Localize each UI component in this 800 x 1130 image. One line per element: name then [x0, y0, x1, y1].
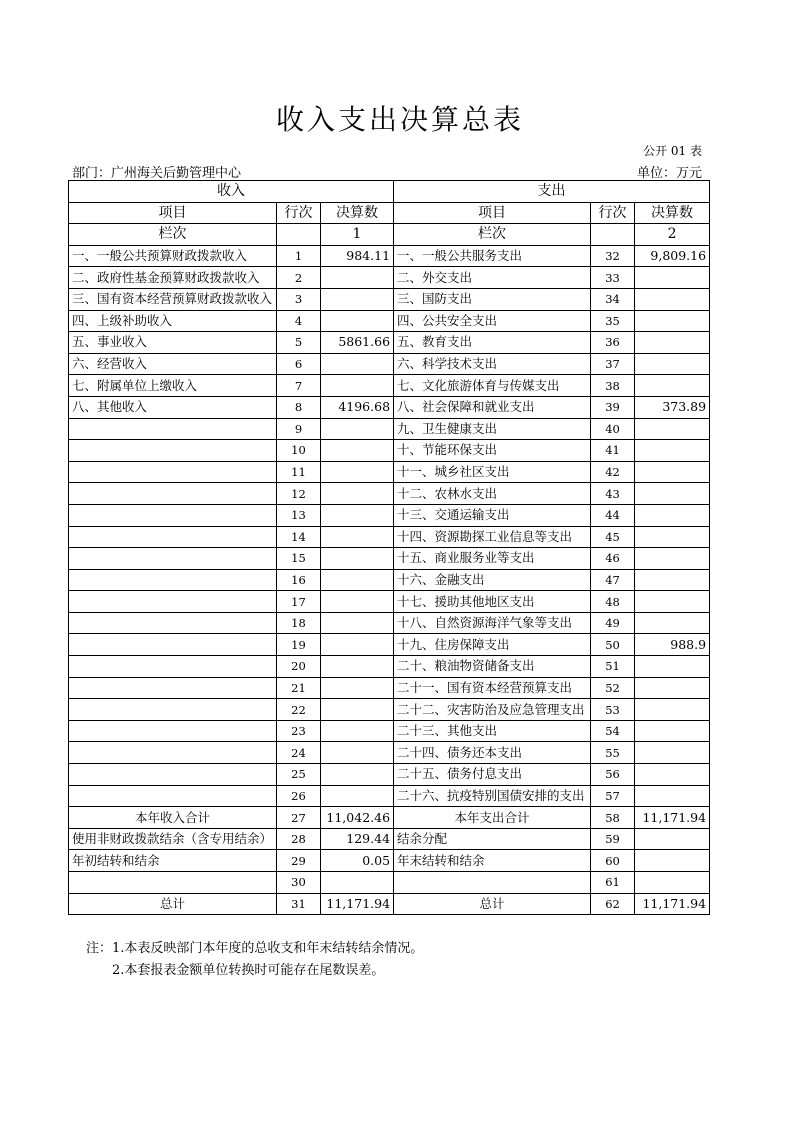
section-header-row [69, 181, 710, 203]
expense-amount-cell [635, 612, 710, 634]
expense-amount-cell [635, 850, 710, 872]
income-amount-cell: 5861.66 [321, 332, 394, 354]
income-row-number: 26 [277, 785, 321, 807]
expense-row-number: 37 [591, 353, 635, 375]
expense-item-cell: 九、卫生健康支出 [394, 418, 591, 440]
expense-row-number: 40 [591, 418, 635, 440]
income-row-number: 15 [277, 548, 321, 570]
expense-item-cell: 二十、粮油物资储备支出 [394, 656, 591, 678]
income-header: 收入 [69, 181, 394, 203]
table-row [69, 288, 710, 310]
expense-column-number: 2 [635, 224, 710, 246]
expense-item-cell: 二十六、抗疫特别国债安排的支出 [394, 785, 591, 807]
expense-item-cell: 二十五、债务付息支出 [394, 764, 591, 786]
expense-item-cell: 八、社会保障和就业支出 [394, 396, 591, 418]
expense-amount-cell [635, 375, 710, 397]
table-row [69, 742, 710, 764]
expense-row-number: 45 [591, 526, 635, 548]
expense-row-number: 53 [591, 699, 635, 721]
expense-amount-cell [635, 699, 710, 721]
expense-row-number: 47 [591, 569, 635, 591]
expense-amount-cell [635, 267, 710, 289]
expense-amount-cell [635, 310, 710, 332]
expense-item-cell: 十一、城乡社区支出 [394, 461, 591, 483]
income-item-cell: 二、政府性基金预算财政拨款收入 [69, 267, 277, 289]
income-amount-cell [321, 872, 394, 894]
expense-row-number: 57 [591, 785, 635, 807]
table-row [69, 483, 710, 505]
footnote-2: 2.本套报表金额单位转换时可能存在尾数误差。 [112, 963, 385, 978]
expense-row-number: 61 [591, 872, 635, 894]
expense-row-number: 48 [591, 591, 635, 613]
expense-row-number: 43 [591, 483, 635, 505]
expense-row-number: 36 [591, 332, 635, 354]
expense-item-cell: 七、文化旅游体育与传媒支出 [394, 375, 591, 397]
income-item-cell [69, 440, 277, 462]
income-amount-cell [321, 526, 394, 548]
table-row [69, 418, 710, 440]
table-row [69, 764, 710, 786]
expense-item-header: 项目 [394, 202, 591, 224]
expense-row-number: 51 [591, 656, 635, 678]
table-row [69, 245, 710, 267]
expense-row-number: 56 [591, 764, 635, 786]
income-item-cell [69, 418, 277, 440]
table-row [69, 807, 710, 829]
expense-row-number: 35 [591, 310, 635, 332]
expense-row-number: 60 [591, 850, 635, 872]
income-amount-cell [321, 375, 394, 397]
expense-amount-cell: 373.89 [635, 396, 710, 418]
income-column-number: 1 [321, 224, 394, 246]
income-row-number: 24 [277, 742, 321, 764]
income-amount-cell: 11,171.94 [321, 893, 394, 915]
expense-row-number: 46 [591, 548, 635, 570]
expense-column-blank [591, 224, 635, 246]
income-amount-cell [321, 504, 394, 526]
expense-row-number: 42 [591, 461, 635, 483]
expense-amount-cell [635, 785, 710, 807]
income-amount-cell [321, 634, 394, 656]
income-row-number: 31 [277, 893, 321, 915]
income-item-cell: 一、一般公共预算财政拨款收入 [69, 245, 277, 267]
income-item-cell [69, 548, 277, 570]
expense-item-cell: 总计 [394, 893, 591, 915]
column-header-row [69, 202, 710, 224]
unit-label: 单位：万元 [636, 166, 702, 181]
income-amount-cell [321, 656, 394, 678]
expense-item-cell: 三、国防支出 [394, 288, 591, 310]
income-item-cell: 本年收入合计 [69, 807, 277, 829]
footnotes [86, 938, 423, 982]
income-row-number: 20 [277, 656, 321, 678]
expense-row-number: 41 [591, 440, 635, 462]
income-row-number: 27 [277, 807, 321, 829]
expense-amount-cell [635, 332, 710, 354]
expense-amount-cell [635, 418, 710, 440]
income-amount-cell [321, 483, 394, 505]
table-row [69, 396, 710, 418]
expense-amount-cell [635, 461, 710, 483]
income-amount-cell [321, 699, 394, 721]
expense-column-label: 栏次 [394, 224, 591, 246]
income-amount-cell [321, 440, 394, 462]
income-row-number: 14 [277, 526, 321, 548]
income-amount-cell [321, 267, 394, 289]
income-amount-cell: 984.11 [321, 245, 394, 267]
income-amount-cell [321, 612, 394, 634]
income-item-cell [69, 504, 277, 526]
income-amount-cell [321, 461, 394, 483]
income-amount-cell [321, 742, 394, 764]
table-row [69, 850, 710, 872]
table-row [69, 332, 710, 354]
income-item-cell [69, 872, 277, 894]
income-row-number: 17 [277, 591, 321, 613]
expense-row-number: 33 [591, 267, 635, 289]
income-row-number: 16 [277, 569, 321, 591]
income-row-number: 9 [277, 418, 321, 440]
department-label: 部门：广州海关后勤管理中心 [72, 166, 242, 181]
income-item-cell [69, 612, 277, 634]
income-row-number: 13 [277, 504, 321, 526]
expense-amount-cell [635, 353, 710, 375]
income-row-number: 28 [277, 828, 321, 850]
income-item-cell: 四、上级补助收入 [69, 310, 277, 332]
expense-item-cell: 十八、自然资源海洋气象等支出 [394, 612, 591, 634]
income-row-number: 1 [277, 245, 321, 267]
income-item-cell [69, 569, 277, 591]
table-row [69, 828, 710, 850]
income-amount-cell [321, 785, 394, 807]
expense-amount-cell [635, 872, 710, 894]
expense-amount-cell: 9,809.16 [635, 245, 710, 267]
expense-item-cell: 十九、住房保障支出 [394, 634, 591, 656]
expense-amount-cell: 11,171.94 [635, 893, 710, 915]
expense-item-cell [394, 872, 591, 894]
income-item-cell [69, 699, 277, 721]
expense-item-cell: 二十一、国有资本经营预算支出 [394, 677, 591, 699]
income-row-number: 19 [277, 634, 321, 656]
income-item-cell: 使用非财政拨款结余（含专用结余） [69, 828, 277, 850]
income-item-cell [69, 483, 277, 505]
income-row-number: 25 [277, 764, 321, 786]
income-row-number: 7 [277, 375, 321, 397]
income-row-number: 18 [277, 612, 321, 634]
expense-amount-cell: 11,171.94 [635, 807, 710, 829]
table-row [69, 656, 710, 678]
expense-item-cell: 四、公共安全支出 [394, 310, 591, 332]
expense-amount-cell [635, 526, 710, 548]
income-item-cell [69, 461, 277, 483]
income-row-number: 8 [277, 396, 321, 418]
income-row-number: 4 [277, 310, 321, 332]
expense-amount-cell [635, 504, 710, 526]
table-row [69, 526, 710, 548]
expense-amount-cell [635, 742, 710, 764]
income-amount-cell [321, 418, 394, 440]
expense-row-number: 38 [591, 375, 635, 397]
expense-header: 支出 [394, 181, 710, 203]
income-row-number: 11 [277, 461, 321, 483]
income-amount-header: 决算数 [321, 202, 394, 224]
expense-amount-header: 决算数 [635, 202, 710, 224]
income-amount-cell [321, 548, 394, 570]
expense-item-cell: 六、科学技术支出 [394, 353, 591, 375]
table-row [69, 461, 710, 483]
table-row [69, 612, 710, 634]
income-item-cell: 总计 [69, 893, 277, 915]
table-row [69, 720, 710, 742]
expense-amount-cell [635, 656, 710, 678]
expense-item-cell: 二十二、灾害防治及应急管理支出 [394, 699, 591, 721]
expense-item-cell: 五、教育支出 [394, 332, 591, 354]
expense-item-cell: 二十四、债务还本支出 [394, 742, 591, 764]
expense-amount-cell [635, 569, 710, 591]
expense-row-number: 55 [591, 742, 635, 764]
expense-row-number: 54 [591, 720, 635, 742]
expense-amount-cell: 988.9 [635, 634, 710, 656]
income-row-number: 6 [277, 353, 321, 375]
expense-item-cell: 十七、援助其他地区支出 [394, 591, 591, 613]
income-item-cell: 三、国有资本经营预算财政拨款收入 [69, 288, 277, 310]
table-row [69, 504, 710, 526]
income-item-cell [69, 634, 277, 656]
expense-amount-cell [635, 677, 710, 699]
income-row-number: 21 [277, 677, 321, 699]
expense-amount-cell [635, 483, 710, 505]
expense-item-cell: 十六、金融支出 [394, 569, 591, 591]
expense-amount-cell [635, 288, 710, 310]
income-expense-table [68, 180, 710, 915]
income-item-cell: 八、其他收入 [69, 396, 277, 418]
expense-item-cell: 十三、交通运输支出 [394, 504, 591, 526]
table-row [69, 677, 710, 699]
expense-amount-cell [635, 720, 710, 742]
income-amount-cell: 11,042.46 [321, 807, 394, 829]
income-row-number: 10 [277, 440, 321, 462]
income-row-number: 12 [277, 483, 321, 505]
income-item-cell [69, 677, 277, 699]
table-row [69, 785, 710, 807]
table-row [69, 569, 710, 591]
income-item-cell [69, 785, 277, 807]
expense-item-cell: 年末结转和结余 [394, 850, 591, 872]
footnote-1: 注：1.本表反映部门本年度的总收支和年末结转结余情况。 [86, 941, 424, 956]
expense-item-cell: 十四、资源勘探工业信息等支出 [394, 526, 591, 548]
income-row-number: 30 [277, 872, 321, 894]
income-item-cell [69, 764, 277, 786]
expense-row-number: 44 [591, 504, 635, 526]
expense-row-number: 32 [591, 245, 635, 267]
table-row [69, 872, 710, 894]
income-amount-cell [321, 677, 394, 699]
income-row-number: 23 [277, 720, 321, 742]
expense-item-cell: 二十三、其他支出 [394, 720, 591, 742]
income-amount-cell: 129.44 [321, 828, 394, 850]
income-row-no-header: 行次 [277, 202, 321, 224]
expense-row-number: 34 [591, 288, 635, 310]
form-code: 公开 01 表 [643, 144, 702, 158]
income-amount-cell [321, 353, 394, 375]
report-title: 收入支出决算总表 [275, 103, 524, 136]
table-row [69, 548, 710, 570]
expense-item-cell: 结余分配 [394, 828, 591, 850]
expense-row-number: 49 [591, 612, 635, 634]
income-row-number: 2 [277, 267, 321, 289]
income-amount-cell [321, 591, 394, 613]
income-item-cell: 五、事业收入 [69, 332, 277, 354]
income-item-cell: 七、附属单位上缴收入 [69, 375, 277, 397]
income-item-cell [69, 742, 277, 764]
expense-row-number: 58 [591, 807, 635, 829]
income-row-number: 22 [277, 699, 321, 721]
income-amount-cell [321, 310, 394, 332]
income-row-number: 5 [277, 332, 321, 354]
income-amount-cell [321, 288, 394, 310]
table-row [69, 893, 710, 915]
expense-item-cell: 一、一般公共服务支出 [394, 245, 591, 267]
income-column-label: 栏次 [69, 224, 277, 246]
expense-item-cell: 十五、商业服务业等支出 [394, 548, 591, 570]
expense-item-cell: 二、外交支出 [394, 267, 591, 289]
expense-row-number: 62 [591, 893, 635, 915]
table-row [69, 634, 710, 656]
income-amount-cell [321, 720, 394, 742]
table-row [69, 353, 710, 375]
income-item-header: 项目 [69, 202, 277, 224]
income-item-cell [69, 720, 277, 742]
income-amount-cell [321, 569, 394, 591]
expense-item-cell: 十二、农林水支出 [394, 483, 591, 505]
expense-item-cell: 十、节能环保支出 [394, 440, 591, 462]
table-row [69, 440, 710, 462]
column-number-row [69, 224, 710, 246]
income-item-cell: 年初结转和结余 [69, 850, 277, 872]
income-item-cell: 六、经营收入 [69, 353, 277, 375]
income-item-cell [69, 591, 277, 613]
table-row [69, 267, 710, 289]
income-item-cell [69, 526, 277, 548]
income-column-blank [277, 224, 321, 246]
expense-row-no-header: 行次 [591, 202, 635, 224]
expense-row-number: 52 [591, 677, 635, 699]
expense-amount-cell [635, 764, 710, 786]
income-item-cell [69, 656, 277, 678]
expense-amount-cell [635, 548, 710, 570]
expense-row-number: 59 [591, 828, 635, 850]
expense-row-number: 39 [591, 396, 635, 418]
income-row-number: 3 [277, 288, 321, 310]
expense-amount-cell [635, 828, 710, 850]
table-row [69, 591, 710, 613]
income-row-number: 29 [277, 850, 321, 872]
income-amount-cell [321, 764, 394, 786]
expense-item-cell: 本年支出合计 [394, 807, 591, 829]
expense-amount-cell [635, 591, 710, 613]
expense-row-number: 50 [591, 634, 635, 656]
expense-amount-cell [635, 440, 710, 462]
table-row [69, 699, 710, 721]
income-amount-cell: 0.05 [321, 850, 394, 872]
income-amount-cell: 4196.68 [321, 396, 394, 418]
table-row [69, 375, 710, 397]
table-row [69, 310, 710, 332]
